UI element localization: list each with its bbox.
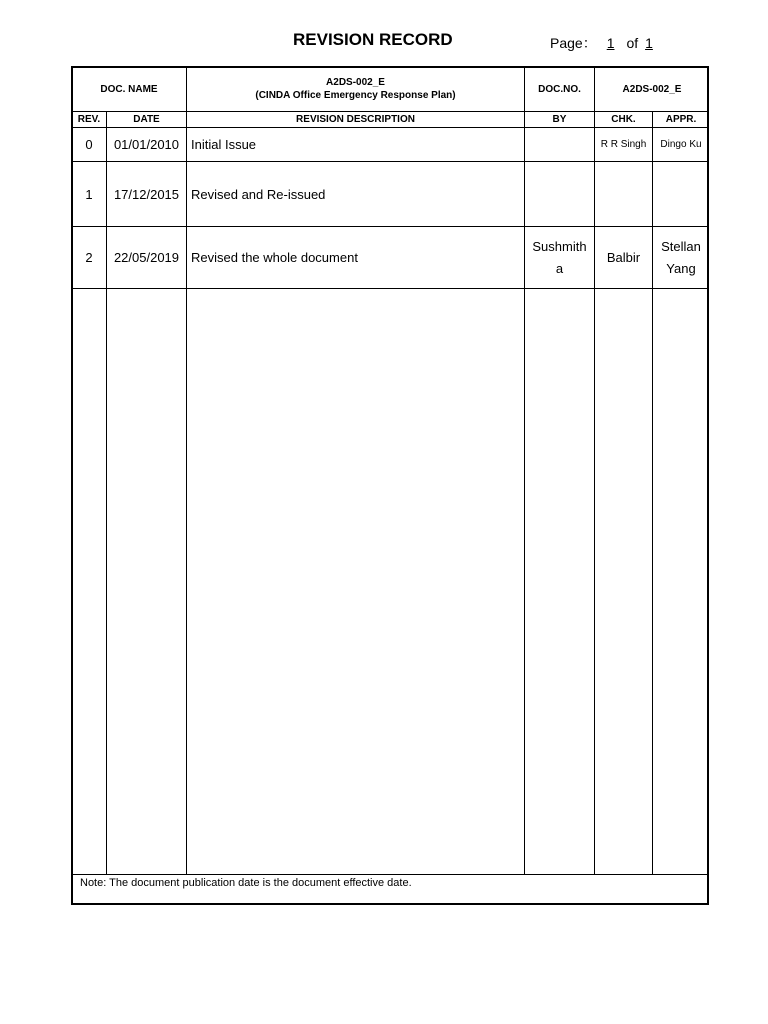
row-0-appr: Dingo Ku: [660, 139, 702, 150]
page-total: 1: [645, 35, 653, 51]
page-label: Page：: [550, 35, 597, 51]
col-header-rev: REV.: [77, 114, 101, 125]
doc-name-title: (CINDA Office Emergency Response Plan): [255, 90, 456, 101]
page-title: REVISION RECORD: [293, 30, 453, 49]
row-2-rev: 2: [85, 250, 93, 265]
row-2-appr: [653, 227, 709, 288]
col-header-description: REVISION DESCRIPTION: [296, 114, 415, 125]
footer-note: Note: The document publication date is the document effective date.: [80, 877, 412, 889]
row-2-appr-line1: Stellan: [661, 239, 701, 255]
row-1-description: Revised and Re-issued: [191, 186, 326, 202]
doc-name-code: A2DS-002_E: [326, 76, 385, 88]
row-1-rev: 1: [85, 186, 93, 202]
page-number: [550, 33, 656, 53]
row-0-date: 01/01/2010: [113, 137, 180, 152]
col-header-by: BY: [552, 114, 567, 125]
row-2-by: [525, 227, 594, 288]
row-0-rev: 0: [85, 137, 93, 152]
row-2-description: Revised the whole document: [191, 250, 358, 265]
col-divider: [652, 111, 653, 874]
row-2-chk: Balbir: [606, 250, 641, 265]
row-0-chk: R R Singh: [600, 139, 647, 150]
col-header-chk: CHK.: [611, 114, 636, 125]
col-divider: [524, 67, 525, 874]
row-2-appr-line2: Yang: [666, 260, 696, 276]
row-2-date: 22/05/2019: [113, 250, 180, 265]
row-2-by-line2: a: [555, 260, 564, 276]
page-current: 1: [606, 35, 615, 51]
doc-no-label: DOC.NO.: [538, 83, 581, 95]
row-divider: [72, 874, 709, 875]
row-2-by-line1: Sushmith: [532, 239, 587, 255]
doc-no-value: A2DS-002_E: [622, 83, 682, 95]
doc-name-label: DOC. NAME: [100, 83, 158, 95]
page-of: of: [626, 35, 639, 51]
row-1-date: 17/12/2015: [113, 186, 180, 202]
row-0-description: Initial Issue: [191, 137, 257, 152]
col-divider: [594, 67, 595, 874]
col-header-date: DATE: [133, 114, 160, 125]
col-header-appr: APPR.: [665, 114, 697, 125]
doc-name-value: [187, 67, 524, 111]
row-divider: [72, 288, 709, 289]
